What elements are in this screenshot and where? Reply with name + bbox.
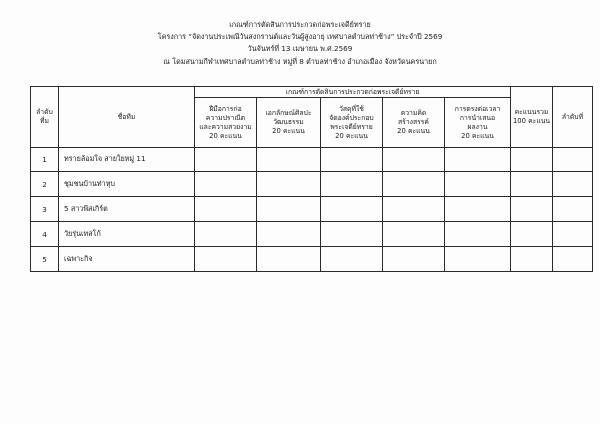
score-cell	[195, 148, 257, 172]
doc-title: เกณฑ์การตัดสินการประกวดก่อพระเจดีย์ทราย	[229, 20, 371, 29]
score-cell	[383, 197, 445, 222]
score-cell	[445, 148, 511, 172]
score-cell	[321, 172, 383, 197]
criterion-4-line-2: สร้างสรรค์	[398, 118, 429, 126]
table-row	[31, 222, 593, 247]
score-cell	[195, 197, 257, 222]
criterion-5-line-3: ผลงาน	[467, 122, 488, 131]
criterion-4-line-3: 20 คะแนน	[397, 127, 430, 135]
score-cell	[383, 148, 445, 172]
score-cell	[445, 247, 511, 272]
scoring-table	[30, 86, 593, 272]
total-cell	[511, 197, 553, 222]
table-row	[31, 247, 593, 272]
criterion-1-line-2: ความปราณีต	[205, 113, 246, 122]
score-cell	[321, 197, 383, 222]
criterion-header-4	[383, 98, 445, 148]
score-cell	[445, 222, 511, 247]
table-row	[31, 148, 593, 172]
criterion-header-1	[195, 98, 257, 148]
score-cell	[321, 222, 383, 247]
venue-line: ณ โดมสนามกีฬาเทศบาลตำบลท่าช้าง หมู่ที่ 8 ตำบลท่าช้าง อำเภอเมือง จังหวัดนครนายก	[163, 57, 437, 66]
table-row	[31, 197, 593, 222]
row-number: 4	[31, 222, 59, 247]
score-cell	[257, 197, 321, 222]
table-row	[31, 172, 593, 197]
row-number: 1	[31, 148, 59, 172]
total-cell	[511, 222, 553, 247]
team-name: 5 สาวพีสเกิร์ต	[59, 197, 195, 222]
criterion-header-2	[257, 98, 321, 148]
score-cell	[383, 222, 445, 247]
criterion-5-line-2: การนำเสนอ	[459, 113, 496, 122]
row-number: 5	[31, 247, 59, 272]
criterion-5-line-4: 20 คะแนน	[461, 131, 494, 140]
row-number: 3	[31, 197, 59, 222]
score-cell	[445, 172, 511, 197]
team-name: เฉพาะกิจ	[59, 247, 195, 272]
score-cell	[321, 247, 383, 272]
criterion-header-5	[445, 98, 511, 148]
criterion-2-line-3: 20 คะแนน	[272, 127, 305, 135]
score-cell	[195, 222, 257, 247]
date-line: วันจันทร์ที่ 13 เมษายน พ.ศ.2569	[247, 44, 353, 53]
criterion-1-line-1: ฝีมือการก่อ	[209, 104, 242, 113]
criterion-1-line-3: และความสวยงาม	[199, 122, 252, 131]
rank-cell	[553, 172, 593, 197]
row-number: 2	[31, 172, 59, 197]
col-team-header: ชื่อทีม	[59, 87, 195, 148]
score-cell	[257, 222, 321, 247]
col-order-header	[31, 87, 59, 148]
score-cell	[321, 148, 383, 172]
rank-cell	[553, 148, 593, 172]
team-name: วัยรุ่นเทสโก้	[59, 222, 195, 247]
criterion-2-line-1: เอกลักษณ์ศิลปะ	[265, 109, 312, 117]
col-total-label-2: 100 คะแนน	[512, 117, 550, 125]
project-line: โครงการ “จัดงานประเพณีวันสงกรานต์และวันผู้สูงอายุ เทศบาลตำบลท่าช้าง” ประจำปี 2569	[157, 32, 443, 41]
total-cell	[511, 172, 553, 197]
rank-cell	[553, 247, 593, 272]
team-name: ชุมชนบ้านท่าหุบ	[59, 172, 195, 197]
total-cell	[511, 148, 553, 172]
rank-cell	[553, 222, 593, 247]
rank-cell	[553, 197, 593, 222]
score-cell	[445, 197, 511, 222]
col-order-label-2: ที่ม	[40, 117, 49, 125]
score-cell	[195, 247, 257, 272]
criterion-3-line-1: วัสดุที่ใช้	[339, 104, 364, 113]
criterion-header-3	[321, 98, 383, 148]
criteria-group-header: เกณฑ์การตัดสินการประกวดก่อพระเจดีย์ทราย	[195, 87, 511, 98]
criterion-1-line-4: 20 คะแนน	[209, 131, 242, 140]
score-cell	[383, 247, 445, 272]
col-rank-header: ลำดับที่	[553, 87, 593, 148]
col-order-label-1: ลำดับ	[36, 108, 53, 116]
criterion-3-line-4: 20 คะแนน	[335, 131, 368, 140]
score-cell	[257, 172, 321, 197]
score-cell	[257, 247, 321, 272]
score-cell	[195, 172, 257, 197]
total-cell	[511, 247, 553, 272]
col-total-label-1: คะแนนรวม	[514, 108, 549, 116]
criterion-5-line-1: การตรงต่อเวลา	[454, 104, 501, 113]
criterion-4-line-1: ความคิด	[400, 109, 427, 117]
col-total-header	[511, 87, 553, 148]
criterion-2-line-2: วัฒนธรรม	[273, 118, 304, 126]
score-cell	[383, 172, 445, 197]
criterion-3-line-3: พระเจดีย์ทราย	[330, 122, 373, 131]
criterion-3-line-2: จัดองค์ประกอบ	[329, 113, 374, 122]
team-name: ทรายล้อมใจ สายใยหมู่ 11	[59, 148, 195, 172]
score-cell	[257, 148, 321, 172]
